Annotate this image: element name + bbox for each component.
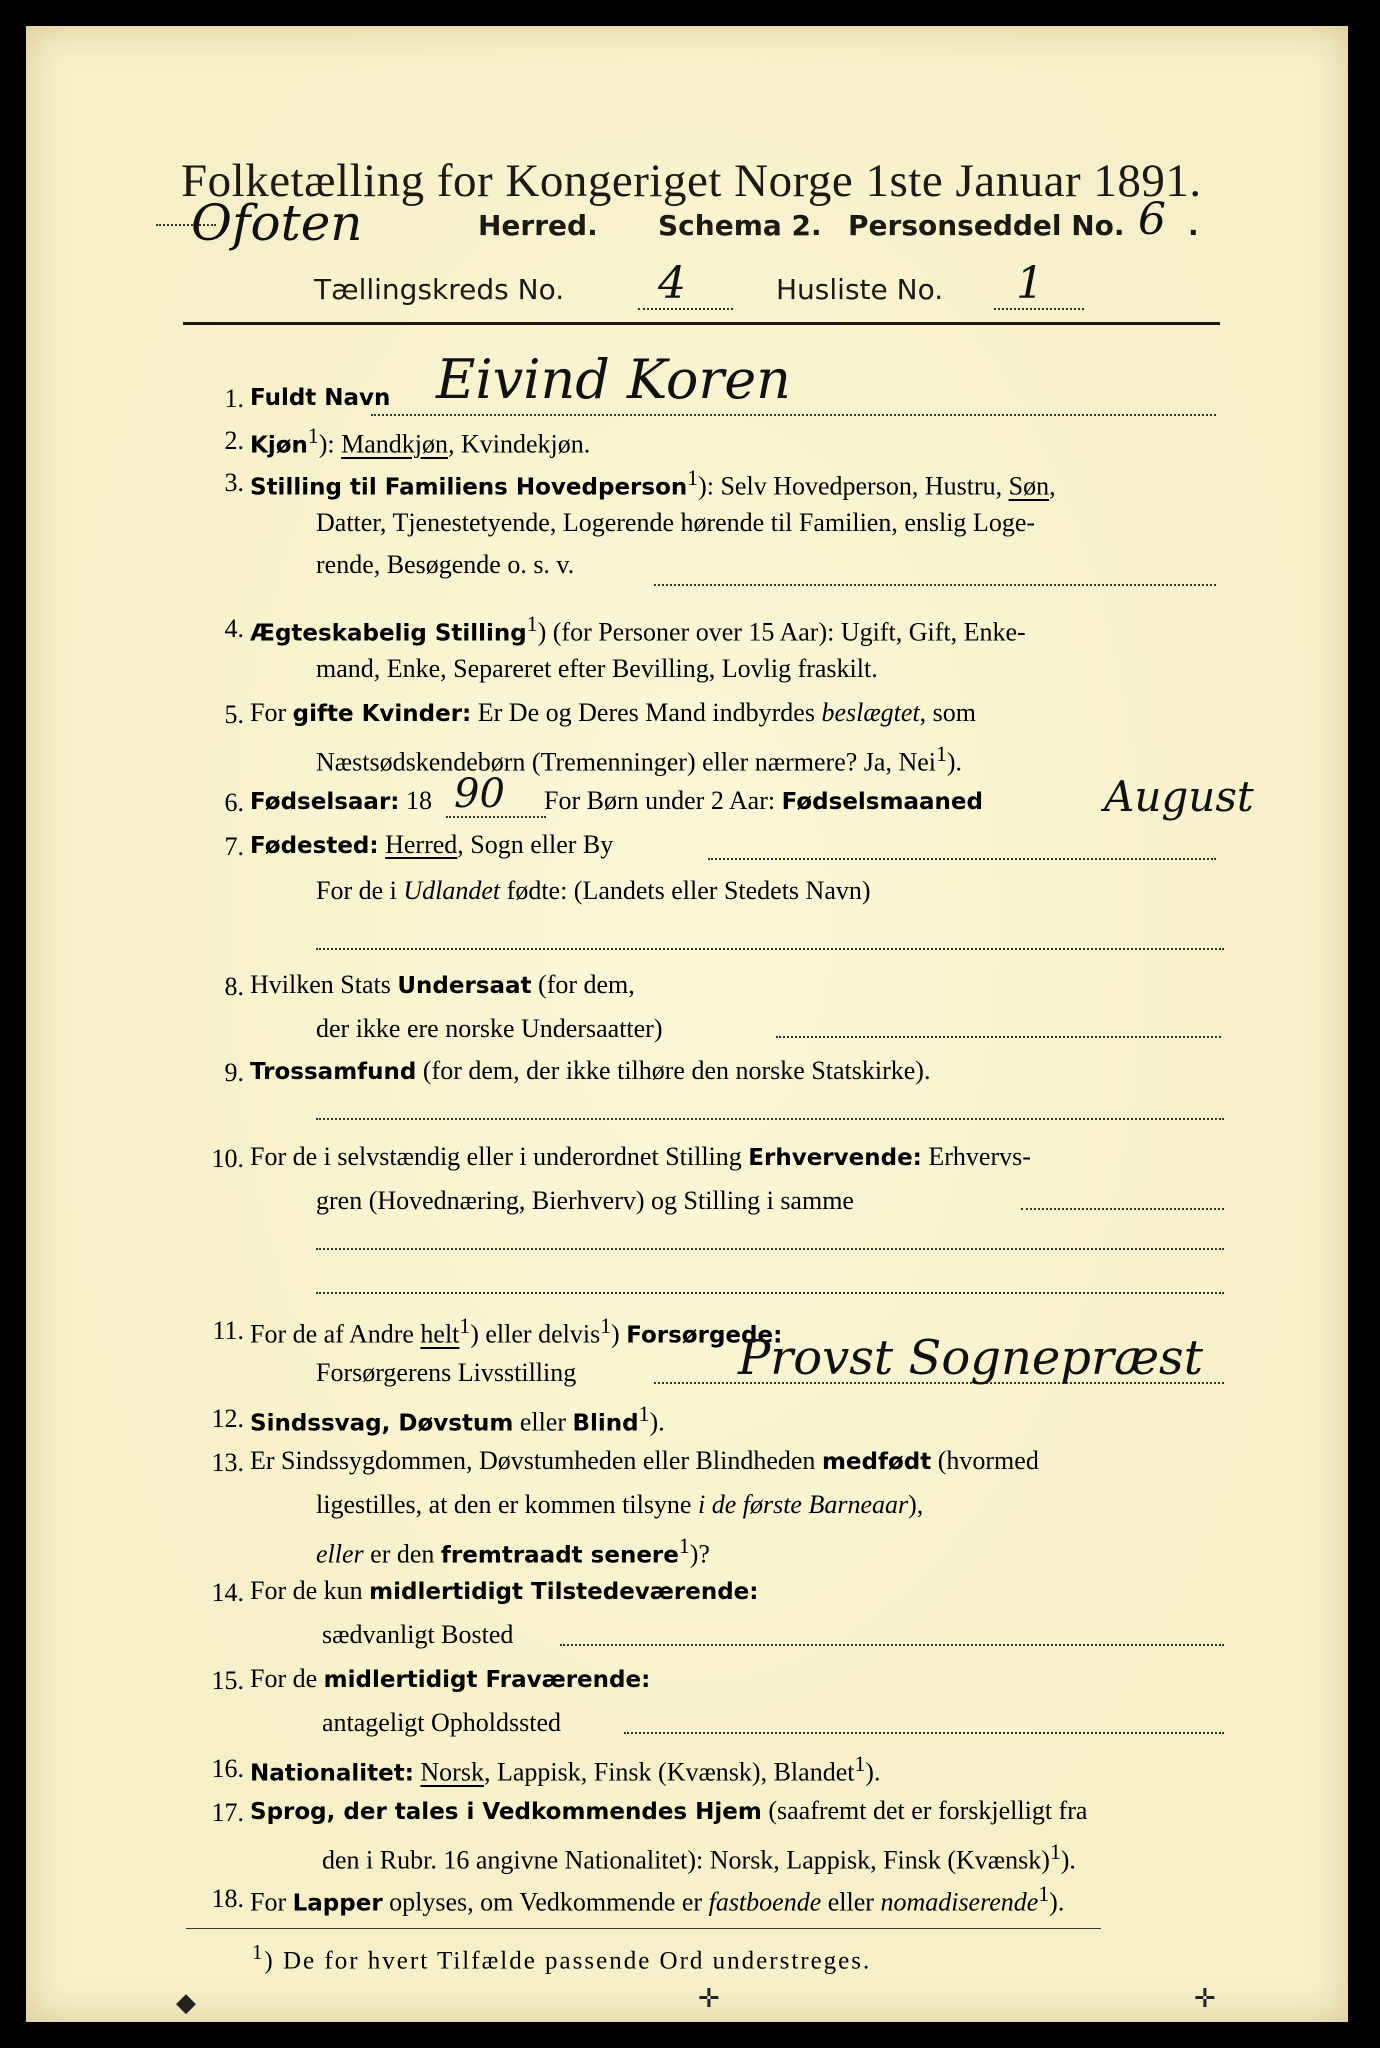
dotted-line bbox=[371, 414, 1216, 416]
text: For Børn under 2 Aar: bbox=[544, 786, 782, 815]
dotted-line bbox=[624, 1732, 1224, 1734]
row-number: 6. bbox=[224, 788, 244, 817]
text: fødte: (Landets eller Stedets Navn) bbox=[500, 876, 871, 905]
row-1-text bbox=[250, 382, 390, 412]
text: eller bbox=[821, 1887, 881, 1917]
kreds-number: 4 bbox=[658, 258, 686, 309]
later-onset-label: fremtraadt senere bbox=[440, 1542, 679, 1569]
row-15-line-2: antageligt Opholdssted bbox=[322, 1708, 562, 1737]
row-number: 14. bbox=[211, 1578, 244, 1607]
row-10-text bbox=[250, 1142, 1031, 1172]
temporary-present-label: midlertidigt Tilstedeværende: bbox=[369, 1579, 759, 1605]
footnote-ref: 1 bbox=[600, 1314, 612, 1338]
text: eller bbox=[513, 1407, 573, 1437]
text: Er Sindssygdommen, Døvstumheden eller Blindheden bbox=[250, 1446, 822, 1475]
text: For de i selvstændig eller i underordnet Stilling bbox=[250, 1142, 749, 1171]
full-name-value: Eivind Koren bbox=[436, 348, 791, 411]
row-number: 7. bbox=[224, 832, 244, 861]
text: ). bbox=[946, 747, 962, 777]
row-8-line-2: der ikke ere norske Undersaatter) bbox=[316, 1014, 663, 1043]
text: (saafremt det er forskjelligt fra bbox=[761, 1796, 1088, 1825]
option-fully: helt bbox=[420, 1319, 460, 1349]
row-number: 5. bbox=[224, 700, 244, 729]
row-4-line-2: mand, Enke, Separeret efter Bevilling, Lovlig fraskilt. bbox=[316, 654, 878, 683]
row-4-text bbox=[250, 612, 1026, 648]
text: , som bbox=[919, 698, 977, 727]
registration-mark: ✛ bbox=[1194, 1984, 1216, 2013]
language-label: Sprog, der tales i Vedkommendes Hjem bbox=[250, 1799, 762, 1825]
birth-year-value: 90 bbox=[454, 771, 505, 817]
disability-label: Sindssvag, Døvstum bbox=[250, 1410, 514, 1437]
dotted-line bbox=[654, 584, 1216, 586]
row-13-line-2 bbox=[316, 1490, 923, 1520]
row-10-line-2: gren (Hovednæring, Bierhverv) og Stilling i samme bbox=[316, 1186, 854, 1215]
italic-text: beslægtet bbox=[821, 698, 920, 727]
municipality-handwritten: Ofoten bbox=[191, 194, 363, 252]
temporary-absent-label: midlertidigt Fraværende: bbox=[323, 1667, 651, 1693]
text: )? bbox=[689, 1539, 710, 1569]
text: (for dem, der ikke tilhøre den norske Statskirke). bbox=[416, 1056, 931, 1085]
text: oplyses, om Vedkommende er bbox=[382, 1887, 709, 1917]
text: For de kun bbox=[250, 1576, 370, 1605]
registration-mark: ✛ bbox=[698, 1984, 720, 2013]
row-6-text bbox=[250, 786, 432, 816]
footnote bbox=[252, 1940, 871, 1975]
family-position-label: Stilling til Familiens Hovedperson bbox=[250, 474, 688, 501]
row-18-text bbox=[250, 1882, 1064, 1918]
dotted-line bbox=[708, 858, 1216, 860]
husliste-label: Husliste No. bbox=[776, 273, 944, 306]
text: ). bbox=[865, 1757, 881, 1787]
text: ), bbox=[908, 1490, 924, 1519]
registration-mark: ◆ bbox=[176, 1988, 196, 2017]
blind-label: Blind bbox=[572, 1410, 639, 1437]
dot: . bbox=[1188, 209, 1199, 242]
text: Er De og Deres Mand indbyrdes bbox=[471, 698, 822, 727]
row-number: 9. bbox=[224, 1058, 244, 1087]
italic-text: fastboende bbox=[708, 1887, 822, 1917]
dotted-line bbox=[776, 1036, 1221, 1038]
supported-label: Forsørgede: bbox=[626, 1322, 783, 1349]
row-2-text bbox=[250, 424, 590, 460]
italic-text: nomadiserende bbox=[880, 1887, 1039, 1917]
footnote-rule bbox=[186, 1928, 1101, 1929]
sex-option-male: Mandkjøn bbox=[341, 429, 448, 459]
italic-text: i de første Barneaar bbox=[697, 1490, 909, 1519]
text: For de bbox=[250, 1664, 324, 1693]
text: For de af Andre bbox=[250, 1319, 421, 1349]
family-position-options: ): Selv Hovedperson, Hustru, bbox=[698, 471, 1009, 501]
row-12-text bbox=[250, 1402, 665, 1438]
provider-occupation-value: Provst Sognepræst bbox=[738, 1330, 1203, 1386]
marital-status-label: Ægteskabelig Stilling bbox=[250, 620, 527, 647]
footnote-ref: 1 bbox=[307, 424, 319, 448]
row-14-text bbox=[250, 1576, 758, 1606]
nationality-label: Nationalitet: bbox=[250, 1760, 414, 1787]
footnote-ref: 1 bbox=[638, 1402, 650, 1426]
footnote-ref: 1 bbox=[526, 612, 538, 636]
header-rule bbox=[183, 322, 1220, 325]
row-9-text bbox=[250, 1056, 930, 1086]
row-number: 4. bbox=[224, 614, 244, 643]
text: For de i bbox=[316, 876, 404, 905]
herred-label: Herred. bbox=[478, 209, 598, 242]
row-3-text bbox=[250, 466, 1056, 502]
dotted-line bbox=[316, 1248, 1224, 1250]
kreds-label: Tællingskreds No. bbox=[314, 273, 565, 306]
row-5-line-2 bbox=[316, 742, 962, 778]
personseddel-label: Personseddel No. bbox=[848, 209, 1125, 242]
census-form-sheet bbox=[26, 26, 1348, 2022]
text: ligestilles, at den er kommen tilsyne bbox=[316, 1490, 698, 1519]
form-title: Folketælling for Kongeriget Norge 1ste Januar 1891. bbox=[181, 155, 1202, 207]
footnote-ref: 1 bbox=[1049, 1840, 1061, 1864]
marital-status-options: ) (for Personer over 15 Aar): Ugift, Gift, Enke- bbox=[537, 617, 1026, 647]
footnote-ref: 1 bbox=[678, 1534, 690, 1558]
sex-rest: ): bbox=[318, 429, 342, 459]
birth-month-value: August bbox=[1104, 772, 1254, 821]
dotted-line bbox=[994, 308, 1084, 310]
text: (for dem, bbox=[531, 970, 635, 999]
row-number: 8. bbox=[224, 972, 244, 1001]
dotted-line bbox=[316, 1292, 1224, 1294]
dotted-line bbox=[560, 1644, 1224, 1646]
sex-option-female: , Kvindekjøn. bbox=[448, 429, 591, 459]
row-6-text-b bbox=[544, 786, 983, 816]
row-number: 10. bbox=[211, 1144, 244, 1173]
row-8-text bbox=[250, 970, 635, 1000]
italic-text: eller bbox=[316, 1539, 364, 1569]
schema-label: Schema 2. bbox=[658, 209, 822, 242]
subject-label: Undersaat bbox=[397, 973, 532, 999]
husliste-number: 1 bbox=[1016, 258, 1044, 309]
personseddel-number: 6 bbox=[1138, 194, 1166, 245]
religion-label: Trossamfund bbox=[250, 1059, 417, 1085]
footnote-ref: 1 bbox=[854, 1752, 866, 1776]
text: ) bbox=[611, 1319, 627, 1349]
married-women-label: gifte Kvinder: bbox=[292, 701, 472, 727]
full-name-label: Fuldt Navn bbox=[250, 385, 391, 411]
text: Næstsødskendebørn (Tremenninger) eller nærmere? Ja, Nei bbox=[316, 747, 936, 777]
row-11-text bbox=[250, 1314, 782, 1350]
row-number: 18. bbox=[211, 1884, 244, 1913]
text: For bbox=[250, 698, 293, 727]
dotted-line bbox=[638, 308, 733, 310]
dotted-line bbox=[1021, 1208, 1224, 1210]
footnote-text: ) De for hvert Tilfælde passende Ord understreges. bbox=[264, 1947, 872, 1975]
text: , Lappisk, Finsk (Kvænsk), Blandet bbox=[483, 1757, 855, 1787]
birthplace-label: Fødested: bbox=[250, 833, 379, 859]
row-11-line-2: Forsørgerens Livsstilling bbox=[316, 1358, 577, 1387]
text: Erhvervs- bbox=[921, 1142, 1031, 1171]
row-13-line-3 bbox=[316, 1534, 710, 1570]
occupation-label: Erhvervende: bbox=[748, 1145, 922, 1171]
birth-year-prefix: 18 bbox=[399, 786, 432, 815]
text: ) eller delvis bbox=[470, 1319, 601, 1349]
dotted-line bbox=[446, 816, 546, 818]
family-position-son: Søn bbox=[1008, 471, 1050, 501]
footnote-marker: 1 bbox=[252, 1940, 265, 1964]
row-5-text bbox=[250, 698, 976, 728]
row-number: 13. bbox=[211, 1448, 244, 1477]
footnote-ref: 1 bbox=[936, 742, 947, 766]
birth-year-label: Fødselsaar: bbox=[250, 789, 400, 815]
text: ). bbox=[1049, 1887, 1065, 1917]
row-number: 17. bbox=[211, 1798, 244, 1827]
text: , Sogn eller By bbox=[457, 830, 614, 859]
sex-label: Kjøn bbox=[250, 432, 308, 459]
footnote-ref: 1 bbox=[687, 466, 699, 490]
row-number: 12. bbox=[211, 1404, 244, 1433]
text: ). bbox=[649, 1407, 665, 1437]
row-17-line-2 bbox=[322, 1840, 1076, 1876]
row-number: 16. bbox=[211, 1754, 244, 1783]
comma: , bbox=[1049, 471, 1056, 501]
row-13-text bbox=[250, 1446, 1039, 1476]
nationality-norwegian: Norsk bbox=[420, 1757, 484, 1787]
text: den i Rubr. 16 angivne Nationalitet): Norsk, Lappisk, Finsk (Kvænsk) bbox=[322, 1845, 1050, 1875]
row-3-line-2: Datter, Tjenestetyende, Logerende hørende til Familien, enslig Loge- bbox=[316, 508, 1036, 537]
row-14-line-2: sædvanligt Bosted bbox=[322, 1620, 514, 1649]
row-number: 2. bbox=[224, 426, 244, 455]
text: ). bbox=[1060, 1845, 1076, 1875]
birthplace-herred: Herred bbox=[385, 830, 458, 859]
footnote-ref: 1 bbox=[1038, 1882, 1050, 1906]
text: Hvilken Stats bbox=[250, 970, 398, 999]
row-17-text bbox=[250, 1796, 1087, 1826]
text: (hvormed bbox=[931, 1446, 1039, 1475]
italic-text: Udlandet bbox=[403, 876, 501, 905]
dotted-line bbox=[316, 948, 1224, 950]
row-number: 11. bbox=[212, 1316, 244, 1345]
congenital-label: medfødt bbox=[821, 1449, 932, 1475]
row-number: 1. bbox=[224, 384, 244, 413]
row-7-line-2 bbox=[316, 876, 871, 906]
row-7-text bbox=[250, 830, 613, 860]
sami-label: Lapper bbox=[292, 1890, 383, 1917]
row-3-line-3: rende, Besøgende o. s. v. bbox=[316, 550, 575, 579]
text: er den bbox=[363, 1539, 441, 1569]
footnote-ref: 1 bbox=[459, 1314, 471, 1338]
text: For bbox=[250, 1887, 293, 1917]
dotted-line bbox=[316, 1118, 1224, 1120]
row-16-text bbox=[250, 1752, 880, 1788]
row-number: 3. bbox=[224, 468, 244, 497]
row-number: 15. bbox=[211, 1666, 244, 1695]
row-15-text bbox=[250, 1664, 650, 1694]
birth-month-label: Fødselsmaaned bbox=[781, 789, 983, 815]
